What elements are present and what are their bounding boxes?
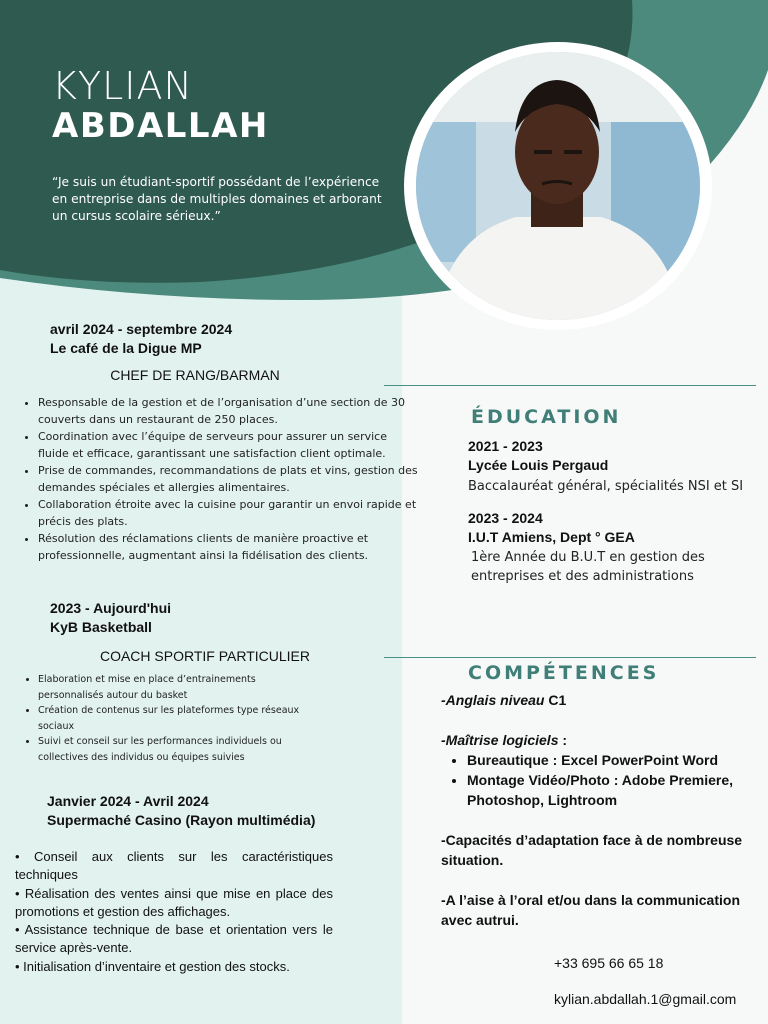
list-item: • Elaboration et mise en place d’entrainements personnalisés autour du basket bbox=[38, 672, 308, 703]
education-title: ÉDUCATION bbox=[471, 406, 622, 428]
first-name: KYLIAN bbox=[52, 64, 193, 108]
experience-date: avril 2024 - septembre 2024 bbox=[50, 321, 233, 337]
experience-company: Le café de la Digue MP bbox=[50, 340, 202, 356]
experience-company: Supermaché Casino (Rayon multimédia) bbox=[47, 812, 316, 828]
list-item: • Responsable de la gestion et de l’organisation d’une section de 30 couverts dans un restaurant de 250 places. bbox=[38, 394, 418, 428]
experience-kyb-header bbox=[50, 600, 171, 635]
list-item: • Bureautique : Excel PowerPoint Word bbox=[467, 750, 761, 770]
education-school: Lycée Louis Pergaud bbox=[468, 457, 609, 473]
experience-casino-header bbox=[47, 793, 315, 828]
profile-photo bbox=[416, 52, 700, 320]
list-item: • Création de contenus sur les plateformes type réseaux sociaux bbox=[38, 703, 308, 734]
phone-number: +33 695 66 65 18 bbox=[554, 955, 664, 971]
list-item: • Réalisation des ventes ainsi que mise en place des promotions et gestion des affichages. bbox=[15, 885, 333, 919]
education-school: I.U.T Amiens, Dept ° GEA bbox=[468, 529, 635, 545]
education-date: 2021 - 2023 bbox=[468, 438, 543, 454]
education-item bbox=[468, 510, 758, 586]
experience-role: COACH SPORTIF PARTICULIER bbox=[99, 648, 311, 664]
skills-title: COMPÉTENCES bbox=[468, 662, 660, 684]
list-item: • Collaboration étroite avec la cuisine pour garantir un envoi rapide et précis des plats. bbox=[38, 496, 418, 530]
list-item: • Conseil aux clients sur les caractéristiques techniques bbox=[15, 849, 333, 883]
email-address: kylian.abdallah.1@gmail.com bbox=[554, 991, 737, 1007]
experience-kyb-bullets bbox=[20, 672, 308, 765]
divider bbox=[384, 385, 756, 386]
skill-adaptation: -Capacités d’adaptation face à de nombreuse situation. bbox=[441, 832, 743, 868]
skill-english-level: C1 bbox=[544, 692, 567, 708]
last-name: ABDALLAH bbox=[52, 106, 269, 146]
divider bbox=[384, 657, 756, 658]
skills-list: -Anglais niveau C1 -Maîtrise logiciels : • Bureautique : Excel PowerPoint Word • Montage Vidéo/Photo : Adobe Premiere, Photoshop, Lightroom -Capacités d’adaptation face à de nombreuse situation. -A l’aise à l’oral et/ou dans la communication avec autrui. bbox=[441, 690, 761, 930]
skill-english-label: -Anglais niveau bbox=[441, 692, 545, 708]
experience-company: KyB Basketball bbox=[50, 619, 152, 635]
experience-casino-text bbox=[15, 848, 333, 976]
education-item bbox=[468, 438, 758, 496]
experience-cafe-bullets bbox=[20, 394, 418, 564]
list-item: • Suivi et conseil sur les performances individuels ou collectives des individus ou équipes suivies bbox=[38, 734, 308, 765]
list-item: • Coordination avec l’équipe de serveurs pour assurer un service fluide et efficace, garantissant une satisfaction client optimale. bbox=[38, 428, 418, 462]
experience-role: CHEF DE RANG/BARMAN bbox=[110, 367, 280, 383]
list-item: • Assistance technique de base et orientation vers le service après-vente. bbox=[15, 922, 333, 956]
skill-oral: -A l’aise à l’oral et/ou dans la communication avec autrui. bbox=[441, 892, 740, 928]
list-item: • Résolution des réclamations clients de manière proactive et professionnelle, augmentant ainsi la fidélisation des clients. bbox=[38, 530, 418, 564]
education-date: 2023 - 2024 bbox=[468, 510, 543, 526]
experience-date: Janvier 2024 - Avril 2024 bbox=[47, 793, 209, 809]
education-description: Baccalauréat général, spécialités NSI et SI bbox=[468, 479, 744, 494]
list-item: • Prise de commandes, recommandations de plats et vins, gestion des demandes spéciales et allergies alimentaires. bbox=[38, 462, 418, 496]
list-item: • Montage Vidéo/Photo : Adobe Premiere, Photoshop, Lightroom bbox=[467, 770, 761, 810]
profile-quote: “Je suis un étudiant-sportif possédant de l’expérience en entreprise dans de multiples domaines et arborant un cursus scolaire sérieux.” bbox=[52, 175, 382, 223]
experience-date: 2023 - Aujourd'hui bbox=[50, 600, 172, 616]
skill-software-label: -Maîtrise logiciels bbox=[441, 732, 559, 748]
experience-cafe-header bbox=[50, 321, 232, 356]
education-description: 1ère Année du B.U.T en gestion des entreprises et des administrations bbox=[471, 550, 705, 584]
list-item: • Initialisation d’inventaire et gestion des stocks. bbox=[15, 958, 290, 974]
